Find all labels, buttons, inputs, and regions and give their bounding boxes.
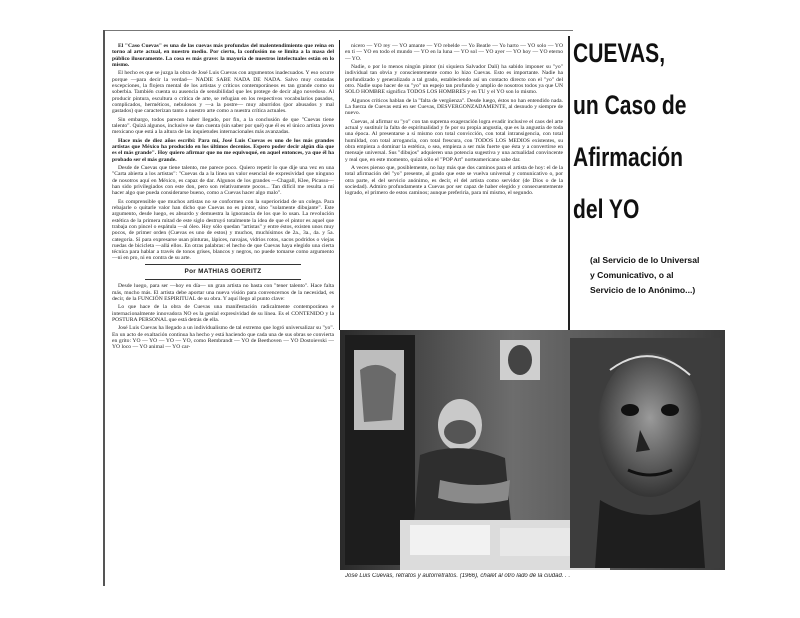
article-paragraph: Sin embargo, todos parecen haber llegado, por fin, a la conclusión de que "Cuevas tiene talento". Quizá algunos, inclusive se dan cuenta (sin saber por qué) que él es el único artista joven mexicano que está a la altura de las inquietudes internacionales más avanzadas. (112, 116, 334, 136)
photo-caption: José Luis Cuevas, retratos y autorretratos. (1966), chalet al otro lado de la ciudad. . . (345, 573, 571, 579)
article-paragraph: José Luis Cuevas ha llegado a un individualismo de tal extremo que logró universalizar su "yo". En un acto de exaltación continua ha hecho y está haciendo que cada una de sus obras se convierta en grito: YO — YO — YO — YO, como Rembrandt — YO de Beethoven — YO Dostoievski — YO loco — YO animal — YO car- (112, 325, 334, 351)
article-paragraph: El "Caso Cuevas" es una de las cuevas más profundas del malentendimiento que reina en torno al arte actual, en nuestro medio. Por cierto, la confusión no se limita a la masa del público ilusoramente. La cosa es más grave: la mayoría de nuestros intelectuales están en lo mismo. (112, 43, 334, 68)
headline-line: Afirmación (573, 142, 684, 172)
headline-line: del YO (573, 194, 640, 224)
article-paragraph: Cuevas, al afirmar su "yo" con tan suprema exageración logra evadir inclusive el caos del arte actual y sustituir la falta de espiritualidad y fe por su propia angustia, que es la angustia de toda una época. Al presentarse a sí mismo con total convicción, con total intransigencia, con total humildad, con total arrogancia, con total frescura, con TODOS LOS MEDIOS existentes, su obra empieza a dominar la estética, o sea, empieza a ser más fuerte que ésta y a convertirse en mensaje universal. Sus "dibujos" adquieren una potencia sugestiva y una actualidad convincente y real que, en este momento, quizá sólo el "POP Art" norteamericano sabe dar. (345, 118, 563, 163)
article-paragraph: Es comprensible que muchos artistas no se conformen con la superioridad de un colega. Para rebajarle o quitarle valor han dicho que Cuevas no es pintor, sino "solamente dibujante". Este argumento, desde luego, es absurdo y demuestra la ignorancia de los que lo usan. La revolución estética de la primera mitad de este siglo destruyó totalmente la idea de que el pintor es aquel que trabaja con pincel o espátula —al óleo. Hoy sólo quedan "artistas" y entre éstos, existen unos muy pocos, de primer orden (Cuevas es uno de estos) y muchos, muchísimos de 2a., 3a., 4a. y 5a. categoría. Sí para expresarse usan pinturas, lápices, navajas, vidrios rotos, sacos podridos o viejas ruedas de bicicleta —allá ellos. En otras palabras: el hecho de que Cuevas haya elegido una cierta técnica para hablar a través de tonos grises, blancos y negros, no puede tomarse como argumento —ni en pro, ni en contra de su arte. (112, 198, 334, 262)
article-paragraph: Desde luego, para ser —hoy en día— un gran artista no basta con "tener talento". Hace falta más, mucho más. El artista debe aportar una nueva visión para convencernos de la necesidad, es decir, de la FUNCIÓN ESPIRITUAL de su obra. Y aquí llego al punto clave: (112, 283, 334, 302)
article-paragraph: Lo que hace de la obra de Cuevas una manifestación radicalmente contemporánea e internacionalmente innovadora NO es la genial expresividad de su línea. Es el CONTENIDO y la POSTURA PERSONAL que está detrás de ella. (112, 304, 334, 323)
headline-line: CUEVAS, (573, 38, 666, 68)
headline-divider (568, 36, 570, 330)
column-divider (339, 40, 340, 330)
article-paragraph: Nadie, o por lo menos ningún pintor (ni siquiera Salvador Dalí) ha sabido imponer su "yo" individual tan obvia y conscientemente como lo hizo Cuevas. Esto es importante. Nadie ha profundizado y generalizado a tal grado, estableciendo así un contacto directo con el "yo" del otro. Nadie supo hacer de su "yo" un espejo tan profundo y amplio de nosotros todos ya que UN SOLO HOMBRE significa TODOS LOS HOMBRES y en TU y el YO son lo mismo. (345, 64, 563, 96)
scan-border-left (103, 30, 105, 586)
article-byline: Por MATHIAS GOERITZ (184, 267, 262, 275)
article-column-2 (345, 43, 563, 328)
article-paragraph: El hecho es que se juzga la obra de José Luis Cuevas con argumentos inadecuados. Y eso ocurre porque —para decir la verdad— NADIE SABE NADA DE NADA. Salvo muy contadas excepciones, la flojera mental de los artistas y críticos contemporáneos es tan grande como su soberbia. También cuenta su ausencia de sensibilidad que les protege de decir algo novedoso. Al producir pintura, escultura o crítica de arte, se refugian en los respectivos vocabularios pasados, complicados, herméticos, nebulosos y —a la postre— muy aburridos (por abusados y mal gastados) que caracterizan tanto a nuestro arte como a nuestra crítica actuales. (112, 70, 334, 115)
byline-rule (145, 264, 300, 265)
photo-image (340, 330, 725, 570)
article-paragraph: nicero — YO rey — YO amante — YO rebelde — Yo Beatle — Yo harto — YO solo — YO en ti — YO en todo el mundo — YO en la luna — YO sol — YO ayer — YO hoy — YO eterno — YO. (345, 43, 563, 62)
headline-line: un Caso de (573, 90, 687, 120)
article-paragraph: Desde de Cuevas que tiene talento, me parece poco. Quiero repetir lo que dije una vez en una "Carta abierta a los artistas": "Cuevas da a la línea un valor esencial de expresividad que ninguno de nosotros aquí en México, es capaz de dar. Algunos de los grandes —Chagall, Klee, Picasso— han sido privilegiados con este don, pero son relativamente pocos... Tan difícil me resulta a mí hacer algo que pueda considerarse bueno, como a Cuevas hacer algo malo". (112, 165, 334, 197)
artist-photo (340, 330, 725, 570)
byline-rule (145, 279, 300, 280)
scan-border-top (103, 30, 573, 31)
article-paragraph: Algunos críticos hablan de la "falta de vergüenza". Desde luego, éstos no han entendido nada. La fuerza de Cuevas está en ser Cuevas, DESVERGONZADAMENTE, al desnudo y siempre de nuevo. (345, 97, 563, 117)
article-paragraph: Hace más de diez años escribí: Para mí, José Luis Cuevas es uno de los más grandes artistas que México ha producido en los últimos decenios. Espero poder decir algún día que es el más grande". Hoy quiero afirmar que no me equivoqué, en aquel entonces, ya que él ha probado ser el más grande. (112, 137, 334, 163)
article-paragraph: A veces pienso que, posiblemente, no hay más que dos caminos para el artista de hoy: el de la total afirmación del "yo" presente, al grado que este se vuelva universal y comunicativo o, por otra parte, el del servicio anónimo, es decir, el del artista como servidor (de Dios o de la sociedad). Admiro profundamente a Cuevas por ser capaz de haber elegido y consecuentemente logrado, el primero de estos caminos; aunque preferiría, para mí mismo, el segundo. (345, 165, 563, 197)
subheadline: (al Servicio de lo Universal y Comunicativo, o al Servicio de lo Anónimo...) (590, 255, 700, 295)
article-column-1 (112, 43, 334, 583)
